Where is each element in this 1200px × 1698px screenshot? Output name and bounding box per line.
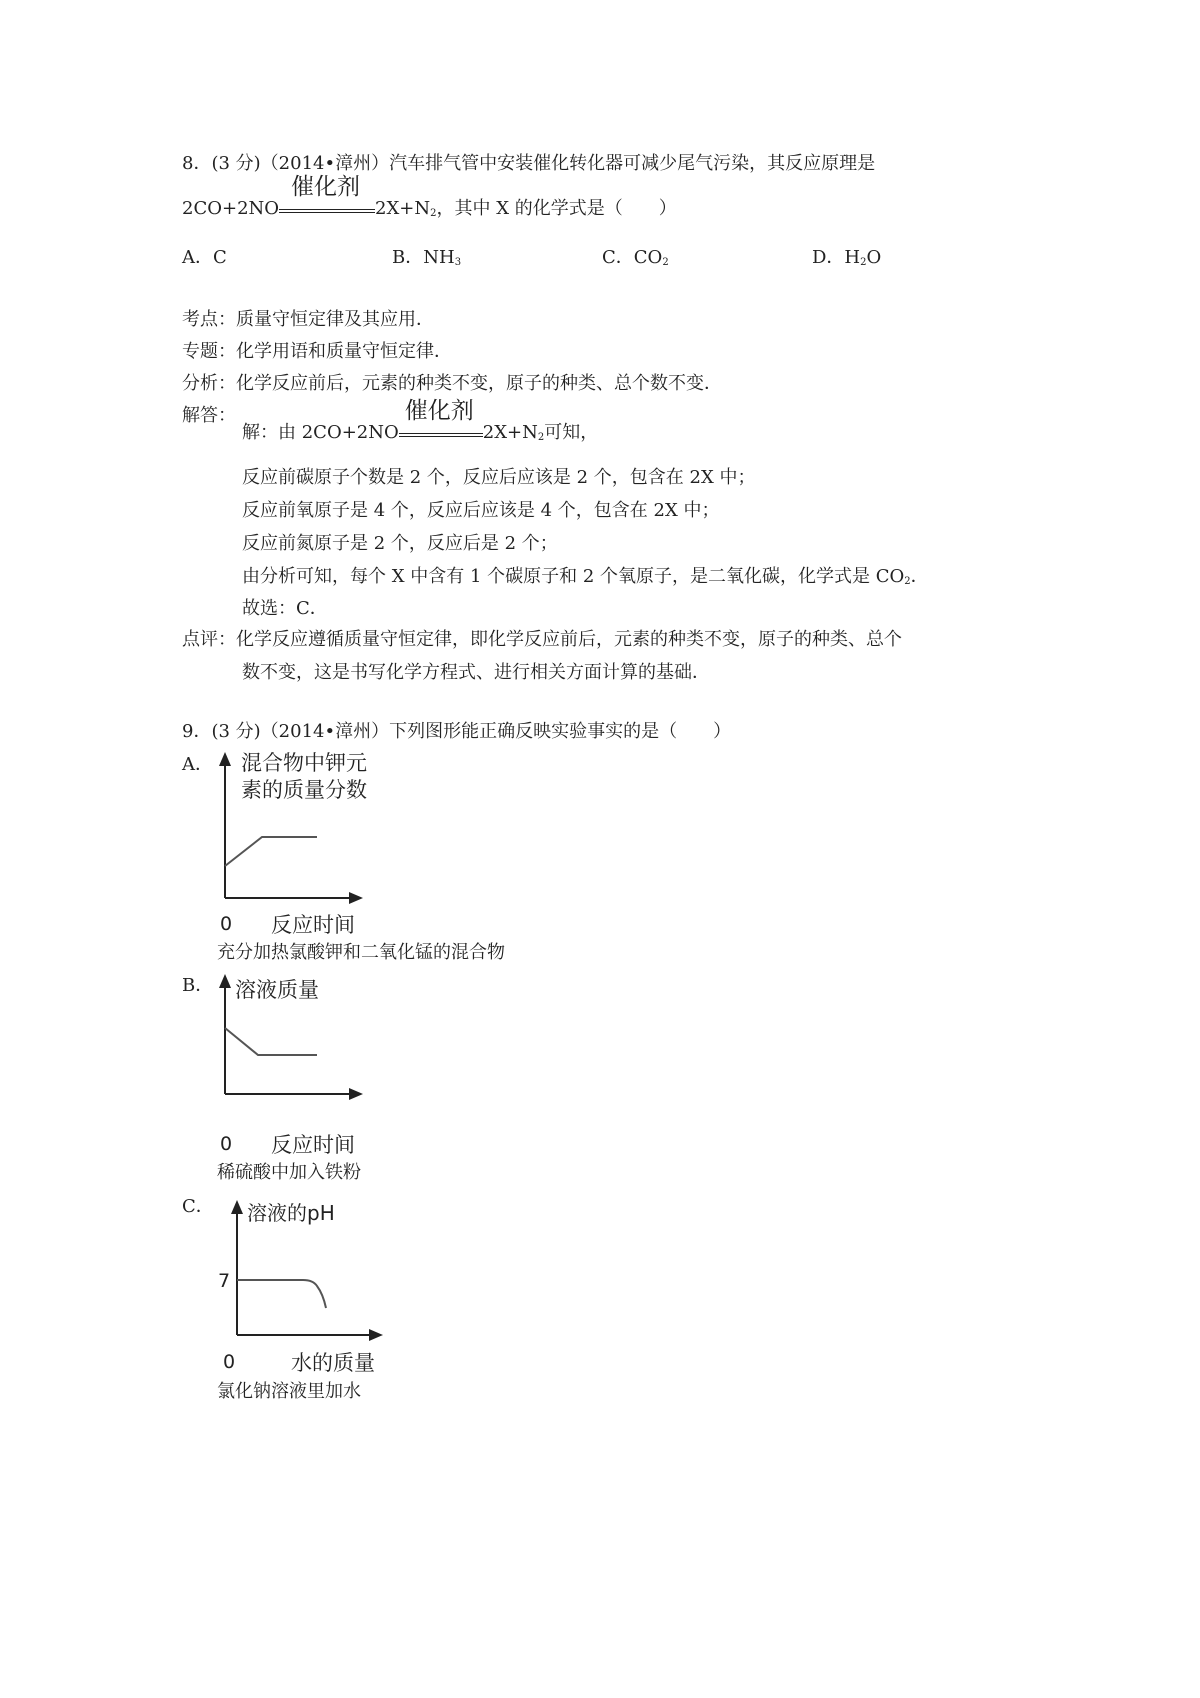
option-b-text: B．NH	[392, 247, 455, 268]
a-origin: 0	[220, 913, 233, 935]
c-xlabel: 水的质量	[291, 1351, 375, 1375]
catalyst-label: 催化剂	[291, 174, 361, 200]
c-ylabel: 溶液的pH	[247, 1201, 335, 1225]
q8-stem: 8．(3 分)（2014•漳州）汽车排气管中安装催化转化器可减少尾气污染，其反应原理是	[182, 153, 876, 174]
q8-line-4	[242, 568, 929, 587]
line4-text: 由分析可知，每个 X 中含有 1 个碳原子和 2 个氧原子，是二氧化碳，化学式是 CO	[242, 566, 905, 587]
jie-post-after: 可知，	[544, 422, 599, 443]
graph-b-label: B．	[182, 975, 214, 996]
q8-fenxi: 分析：化学反应前后，元素的种类不变，原子的种类、总个数不变．	[182, 373, 722, 394]
q8-zhuanti: 专题：化学用语和质量守恒定律．	[182, 341, 452, 362]
eq-right-sub: 2	[430, 208, 437, 219]
option-d-sub: 2	[860, 257, 867, 268]
jie-catalyst-label: 催化剂	[404, 398, 474, 424]
eq-right: 2X+N	[375, 198, 431, 219]
graph-c	[205, 1190, 565, 1390]
eq-question: ，其中 X 的化学式是（ ）	[436, 198, 677, 219]
option-b-sub: 3	[454, 257, 462, 268]
line4-post: ．	[910, 566, 929, 587]
q8-option-b	[392, 249, 461, 268]
a-xlabel: 反应时间	[271, 913, 355, 937]
q8-jie-equation	[242, 398, 599, 443]
graph-a-caption: 充分加热氯酸钾和二氧化锰的混合物	[217, 942, 505, 963]
jie-post-sub: 2	[537, 432, 545, 443]
q8-line-2: 反应前氧原子是 4 个，反应后应该是 4 个，包含在 2X 中；	[242, 500, 720, 521]
option-d-text: D．H	[812, 247, 861, 268]
graph-b-caption: 稀硫酸中加入铁粉	[217, 1162, 361, 1183]
c-tick-7: 7	[218, 1270, 231, 1292]
graph-c-label: C．	[182, 1196, 214, 1217]
b-origin: 0	[220, 1133, 233, 1155]
q9-stem: 9．(3 分)（2014•漳州）下列图形能正确反映实验事实的是（ ）	[182, 721, 732, 742]
option-c-text: C．CO	[602, 247, 663, 268]
graph-b	[205, 970, 565, 1170]
graph-a-label: A．	[182, 754, 213, 775]
q8-option-c	[602, 249, 669, 268]
line4-sub: 2	[904, 576, 911, 587]
q8-line-3: 反应前氮原子是 2 个，反应后是 2 个；	[242, 533, 558, 554]
jie-catalyst-arrow	[399, 398, 483, 442]
q8-dianping-1: 点评：化学反应遵循质量守恒定律，即化学反应前后，元素的种类不变，原子的种类、总个	[182, 629, 902, 650]
b-ylabel: 溶液质量	[235, 978, 319, 1002]
q8-kaodian: 考点：质量守恒定律及其应用．	[182, 309, 434, 330]
a-ylabel-2: 素的质量分数	[241, 778, 367, 802]
q8-option-a: A．C	[182, 247, 227, 268]
q8-jieda-label: 解答：	[182, 405, 236, 426]
catalyst-arrow	[279, 174, 375, 218]
graph-c-caption: 氯化钠溶液里加水	[217, 1381, 361, 1402]
q8-guxuan: 故选：C．	[242, 598, 328, 619]
jie-post: 2X+N	[482, 422, 538, 443]
q8-line-1: 反应前碳原子个数是 2 个，反应后应该是 2 个，包含在 2X 中；	[242, 467, 756, 488]
c-origin: 0	[223, 1351, 236, 1373]
option-d-post: O	[866, 247, 882, 268]
a-ylabel-1: 混合物中钾元	[241, 751, 367, 775]
eq-left: 2CO+2NO	[182, 198, 280, 219]
q8-dianping-2: 数不变，这是书写化学方程式、进行相关方面计算的基础．	[242, 662, 710, 683]
b-xlabel: 反应时间	[271, 1133, 355, 1157]
q8-option-d	[812, 249, 881, 268]
jie-pre: 解：由 2CO+2NO	[242, 422, 399, 443]
q8-equation	[182, 174, 677, 219]
option-c-sub: 2	[662, 257, 669, 268]
